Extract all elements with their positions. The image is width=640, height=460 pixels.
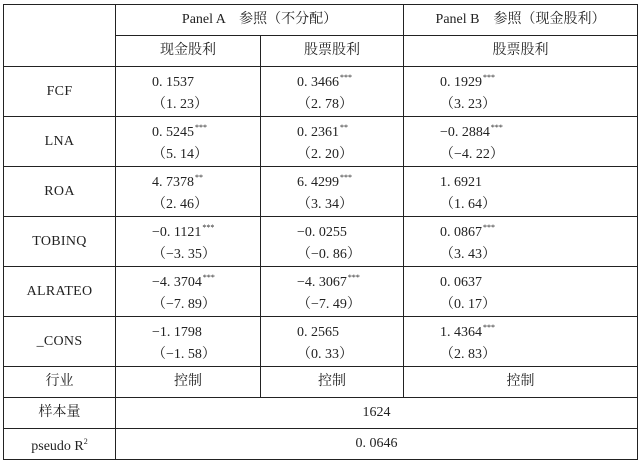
coefficient-cell — [116, 267, 261, 317]
t-statistic: （5. 14） — [152, 147, 208, 162]
coefficient-cell-content — [116, 67, 260, 116]
col-header-cash-dividend: 现金股利 — [116, 36, 261, 67]
coefficient-cell-content — [261, 317, 403, 366]
t-statistic: （2. 83） — [440, 347, 497, 362]
variable-name: ALRATEO — [4, 267, 116, 317]
t-statistic: （1. 64） — [440, 197, 497, 212]
panel-a-header: Panel A 参照（不分配） — [116, 5, 404, 36]
coefficient-line — [440, 267, 637, 294]
coefficient-cell — [116, 117, 261, 167]
coefficient-line — [152, 267, 260, 294]
t-statistic: （−1. 58） — [152, 347, 216, 362]
coefficient-line — [440, 217, 637, 244]
coefficient-cell — [261, 117, 404, 167]
sample-size-label: 样本量 — [4, 398, 116, 429]
t-statistic: （−7. 49） — [297, 297, 361, 312]
data-rows — [4, 67, 638, 367]
coefficient-cell-content — [261, 267, 403, 316]
coefficient-value: 0. 0867 — [440, 225, 483, 240]
coefficient-line — [440, 67, 637, 94]
variable-row — [4, 167, 638, 217]
coefficient-line — [152, 117, 260, 144]
t-statistic: （−0. 86） — [297, 247, 361, 262]
coefficient-value: 0. 2361 — [297, 125, 339, 140]
coefficient-cell-content — [116, 267, 260, 316]
coefficient-line — [152, 67, 260, 94]
coefficient-value: 0. 3466 — [297, 75, 339, 90]
coefficient-cell — [404, 267, 638, 317]
coefficient-cell-content — [404, 117, 637, 166]
significance-stars: *** — [483, 323, 496, 332]
coefficient-cell — [404, 317, 638, 367]
coefficient-value: 4. 7378 — [152, 175, 194, 190]
coefficient-cell — [116, 67, 261, 117]
t-statistic: （3. 23） — [440, 97, 497, 112]
coefficient-line — [297, 167, 403, 194]
significance-stars: ** — [340, 123, 348, 132]
coefficient-line — [440, 317, 637, 344]
panel-b-header: Panel B 参照（现金股利） — [404, 5, 638, 36]
coefficient-line — [297, 117, 403, 144]
t-statistic: （−7. 89） — [152, 297, 216, 312]
coefficient-value: 0. 0637 — [440, 275, 483, 290]
coefficient-line — [152, 167, 260, 194]
coefficient-line — [152, 317, 260, 344]
significance-stars: *** — [483, 73, 496, 82]
col-header-stock-dividend-b: 股票股利 — [404, 36, 638, 67]
coefficient-cell — [404, 117, 638, 167]
industry-value: 控制 — [261, 367, 404, 398]
significance-stars: *** — [490, 123, 503, 132]
industry-label: 行业 — [4, 367, 116, 398]
coefficient-value: −0. 2884 — [440, 125, 490, 140]
coefficient-cell-content — [116, 117, 260, 166]
coefficient-line — [297, 317, 403, 344]
t-statistic: （3. 34） — [297, 197, 353, 212]
coefficient-cell — [261, 267, 404, 317]
significance-stars: *** — [195, 123, 207, 132]
coefficient-cell-content — [404, 217, 637, 266]
sample-size-value: 1624 — [116, 398, 638, 429]
variable-name: _CONS — [4, 317, 116, 367]
pseudo-r2-row — [4, 429, 638, 460]
industry-value: 控制 — [116, 367, 261, 398]
t-statistic: （2. 20） — [297, 147, 353, 162]
coefficient-line — [297, 267, 403, 294]
coefficient-cell-content — [404, 317, 637, 366]
variable-row — [4, 67, 638, 117]
variable-name: FCF — [4, 67, 116, 117]
coefficient-value: −4. 3704 — [152, 275, 202, 290]
t-statistic: （0. 33） — [297, 347, 353, 362]
coefficient-cell — [404, 167, 638, 217]
sample-size-row — [4, 398, 638, 429]
coefficient-cell-content — [116, 167, 260, 216]
coefficient-cell — [261, 217, 404, 267]
coefficient-line — [440, 167, 637, 194]
coefficient-value: 6. 4299 — [297, 175, 339, 190]
coefficient-value: −0. 0255 — [297, 225, 347, 240]
coefficient-line — [440, 117, 637, 144]
significance-stars: *** — [340, 173, 352, 182]
t-statistic: （−3. 35） — [152, 247, 216, 262]
coefficient-cell — [116, 317, 261, 367]
significance-stars: *** — [202, 223, 215, 232]
coefficient-line — [152, 217, 260, 244]
variable-row — [4, 217, 638, 267]
variable-name: ROA — [4, 167, 116, 217]
coefficient-cell-content — [404, 67, 637, 116]
pseudo-r2-superscript: 2 — [83, 436, 88, 446]
coefficient-cell-content — [261, 167, 403, 216]
coefficient-line — [297, 217, 403, 244]
coefficient-value: −1. 1798 — [152, 325, 202, 340]
coefficient-cell-content — [404, 167, 637, 216]
variable-name: LNA — [4, 117, 116, 167]
coefficient-value: 0. 2565 — [297, 325, 339, 340]
coefficient-cell — [261, 167, 404, 217]
coefficient-cell — [116, 217, 261, 267]
coefficient-cell — [404, 67, 638, 117]
corner-cell — [4, 5, 116, 67]
significance-stars: *** — [483, 223, 496, 232]
significance-stars: *** — [340, 73, 352, 82]
t-statistic: （−4. 22） — [440, 147, 504, 162]
coefficient-cell-content — [116, 217, 260, 266]
coefficient-cell-content — [261, 117, 403, 166]
coefficient-value: 1. 6921 — [440, 175, 483, 190]
col-header-stock-dividend-a: 股票股利 — [261, 36, 404, 67]
coefficient-cell-content — [261, 217, 403, 266]
coefficient-value: −0. 1121 — [152, 225, 202, 240]
coefficient-value: 0. 5245 — [152, 125, 194, 140]
significance-stars: *** — [202, 273, 215, 282]
industry-value: 控制 — [404, 367, 638, 398]
coefficient-cell — [261, 317, 404, 367]
coefficient-value: 1. 4364 — [440, 325, 483, 340]
coefficient-cell-content — [116, 317, 260, 366]
t-statistic: （1. 23） — [152, 97, 208, 112]
industry-row — [4, 367, 638, 398]
t-statistic: （2. 46） — [152, 197, 208, 212]
pseudo-r2-label-text: pseudo R — [31, 438, 84, 454]
t-statistic: （3. 43） — [440, 247, 497, 262]
coefficient-cell — [116, 167, 261, 217]
coefficient-value: 0. 1929 — [440, 75, 483, 90]
coefficient-cell-content — [404, 267, 637, 316]
regression-table — [3, 4, 638, 460]
coefficient-cell — [404, 217, 638, 267]
coefficient-value: 0. 1537 — [152, 75, 194, 90]
t-statistic: （0. 17） — [440, 297, 497, 312]
variable-name: TOBINQ — [4, 217, 116, 267]
significance-stars: ** — [195, 173, 203, 182]
significance-stars: *** — [347, 273, 360, 282]
t-statistic: （2. 78） — [297, 97, 353, 112]
pseudo-r2-value: 0. 0646 — [116, 429, 638, 460]
coefficient-cell-content — [261, 67, 403, 116]
pseudo-r2-label — [4, 429, 116, 460]
variable-row — [4, 267, 638, 317]
coefficient-cell — [261, 67, 404, 117]
coefficient-value: −4. 3067 — [297, 275, 347, 290]
coefficient-line — [297, 67, 403, 94]
variable-row — [4, 117, 638, 167]
variable-row — [4, 317, 638, 367]
panel-header-row — [4, 5, 638, 36]
